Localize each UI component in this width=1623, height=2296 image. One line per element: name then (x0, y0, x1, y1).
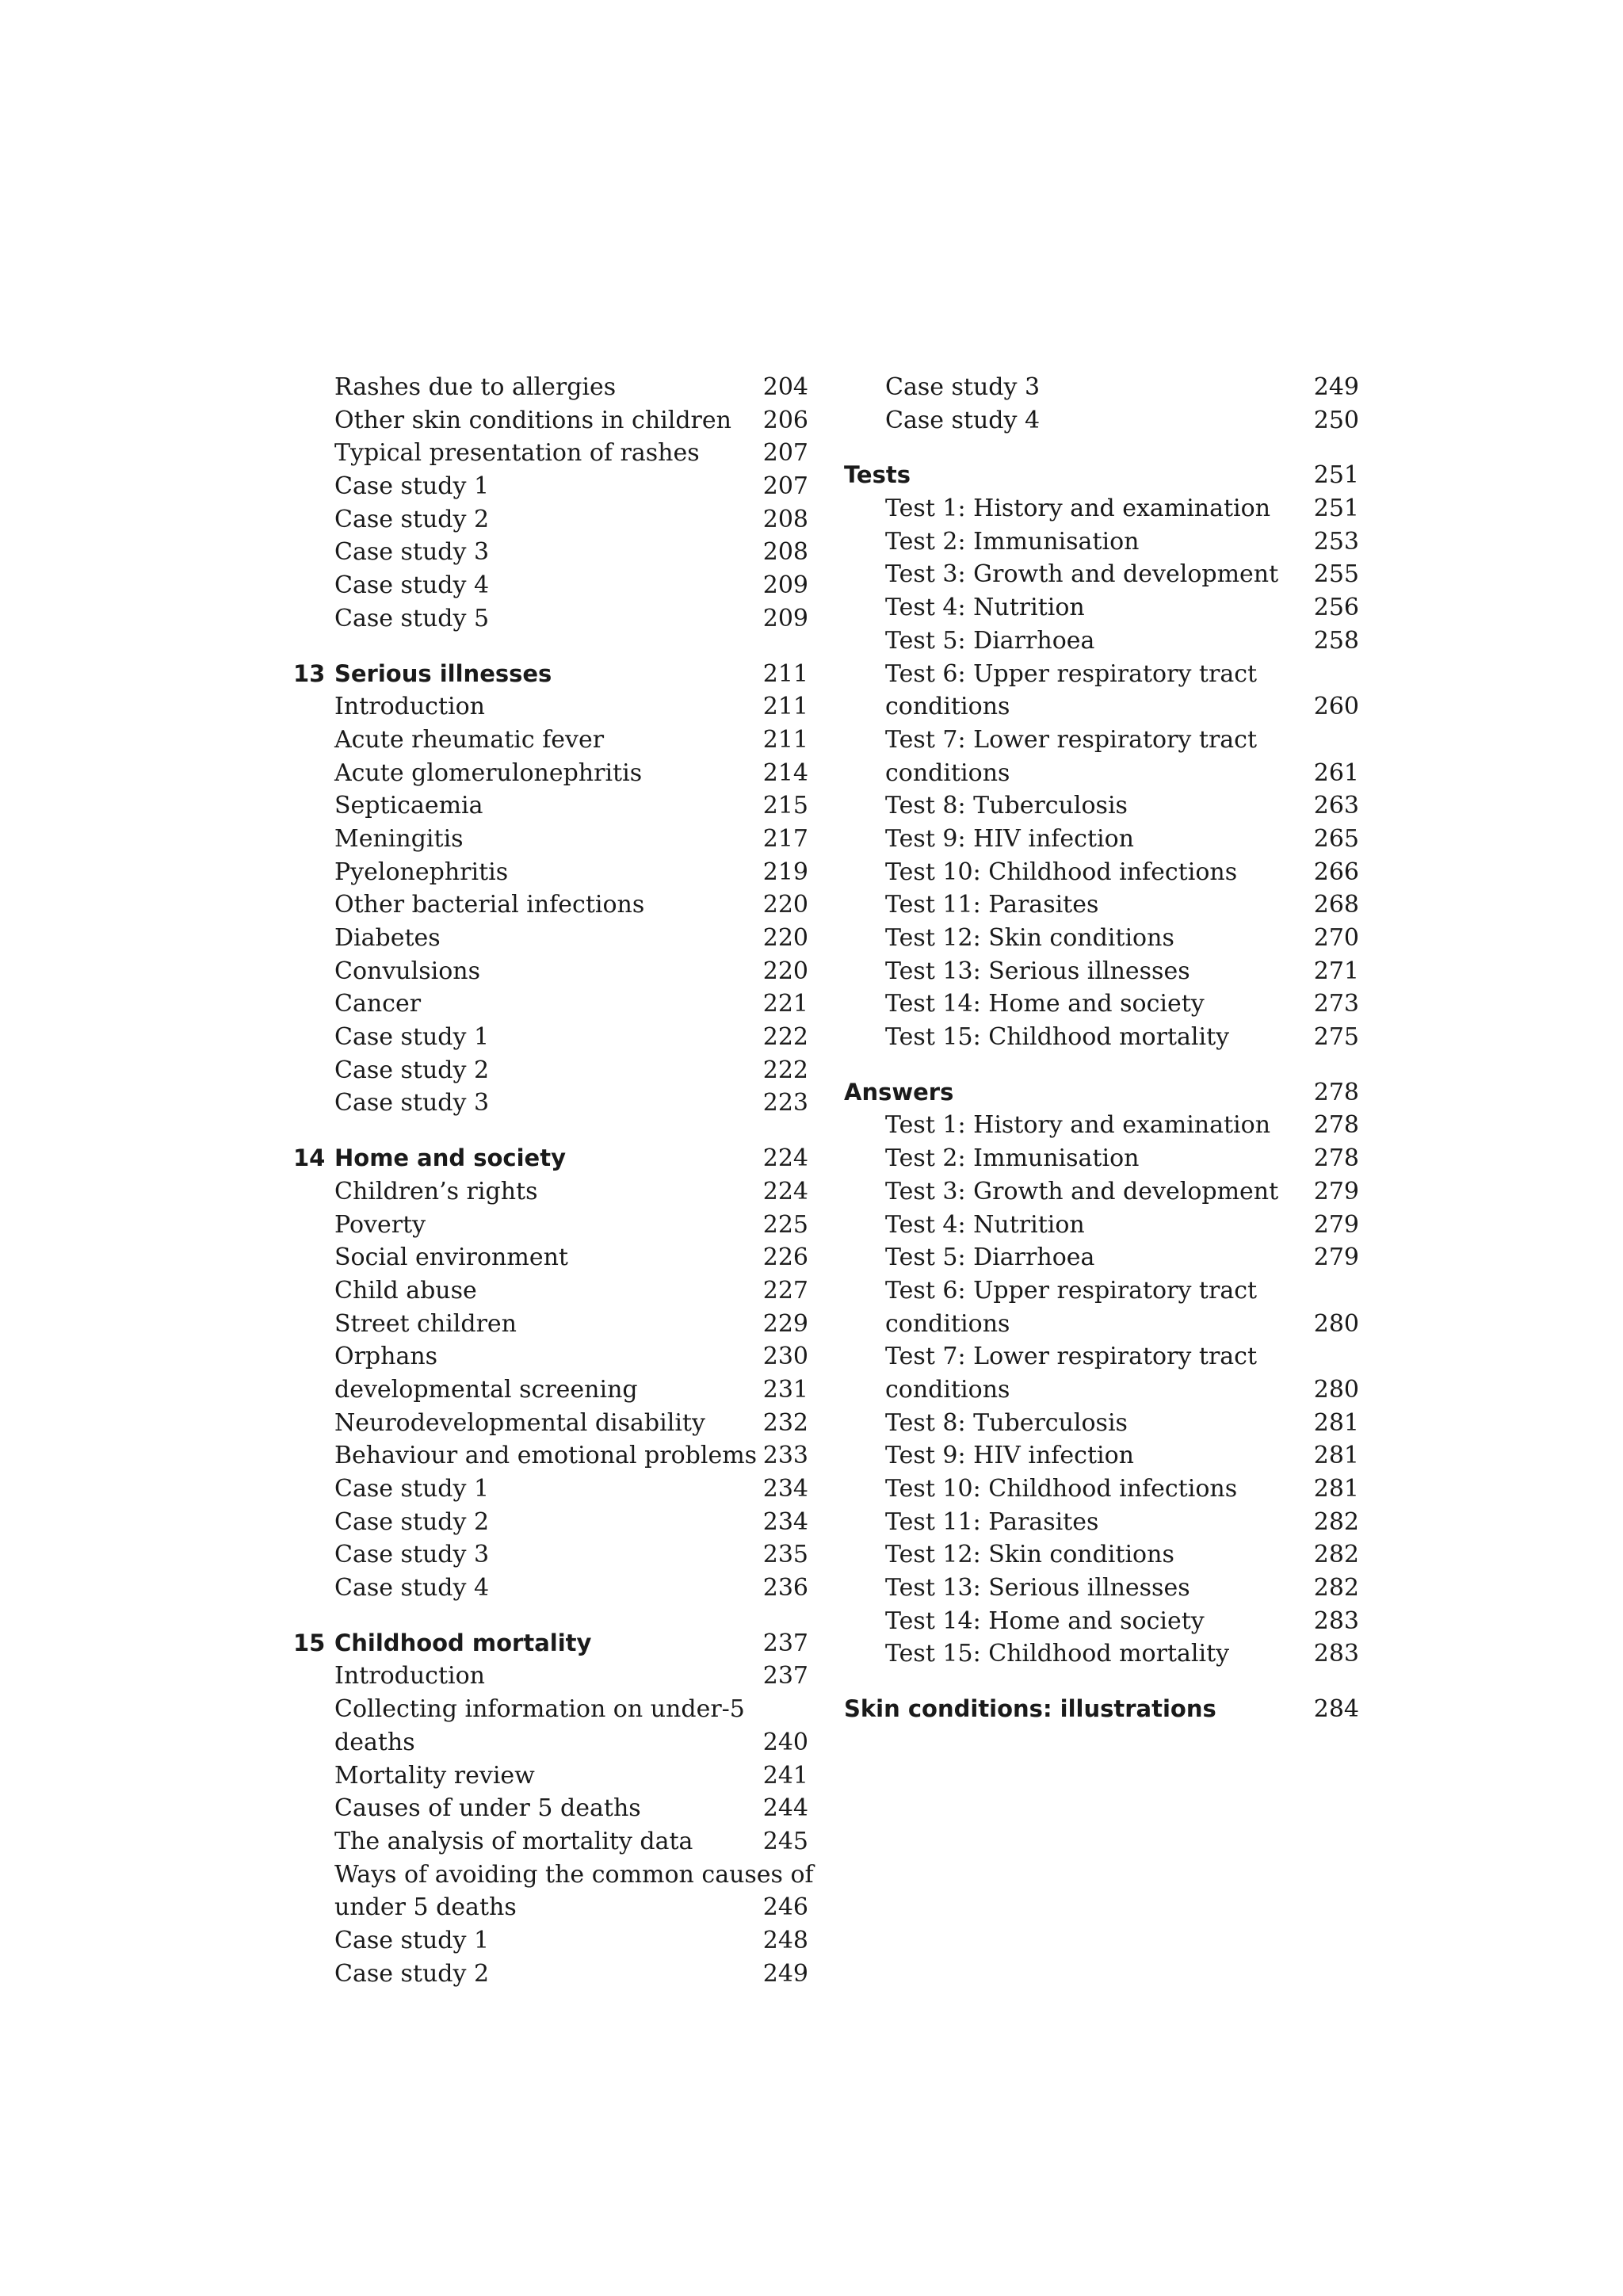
entry-title: Street children (334, 1309, 517, 1338)
entry-title: Case study 2 (334, 1959, 490, 1988)
toc-section-heading (844, 459, 1359, 492)
toc-entry (844, 1572, 1359, 1605)
toc-entry (293, 1373, 808, 1407)
toc-entry (293, 1891, 808, 1924)
entry-title: Poverty (334, 1210, 426, 1239)
page-number: 250 (1313, 406, 1359, 434)
page-number: 251 (1313, 495, 1359, 523)
page-number: 223 (762, 1089, 808, 1117)
entry-title: Introduction (334, 693, 485, 721)
page-number: 224 (762, 1144, 808, 1173)
page-number: 211 (762, 693, 808, 721)
page-number: 281 (1313, 1442, 1359, 1470)
entry-title: Test 13: Serious illnesses (885, 957, 1190, 985)
page-number: 280 (1313, 1309, 1359, 1338)
toc-entry (844, 492, 1359, 525)
page-number: 253 (1313, 527, 1359, 556)
entry-title: Orphans (334, 1343, 438, 1371)
entry-title: Case study 1 (334, 1926, 490, 1954)
toc-entry (844, 888, 1359, 922)
entry-title: Typical presentation of rashes (334, 439, 700, 468)
toc-entry (293, 1825, 808, 1859)
entry-title: Acute glomerulonephritis (334, 758, 643, 787)
entry-title: Mortality review (334, 1761, 535, 1790)
toc-entry (293, 1538, 808, 1572)
section-gap (293, 636, 808, 658)
page-number: 206 (762, 406, 808, 434)
page-number: 256 (1313, 594, 1359, 622)
toc-entry (844, 1373, 1359, 1407)
toc-entry (844, 1637, 1359, 1671)
page-number: 235 (762, 1541, 808, 1569)
toc-section-heading (293, 1627, 808, 1660)
toc-entry (844, 1439, 1359, 1473)
page-number: 240 (762, 1728, 808, 1756)
entry-title: Rashes due to allergies (334, 373, 617, 401)
toc-section-heading (293, 1142, 808, 1175)
entry-title: Test 2: Immunisation (885, 1144, 1140, 1173)
section-title: Home and society (334, 1144, 566, 1172)
toc-entry (293, 569, 808, 602)
entry-title: Test 9: HIV infection (885, 1442, 1134, 1470)
entry-title: Case study 4 (334, 571, 490, 600)
page-number: 265 (1313, 824, 1359, 853)
toc-entry (293, 856, 808, 889)
entry-title: Test 11: Parasites (885, 1507, 1099, 1536)
entry-title: Causes of under 5 deaths (334, 1794, 641, 1823)
page-number: 278 (1313, 1144, 1359, 1173)
page-number: 249 (1313, 373, 1359, 401)
page-number: 222 (762, 1023, 808, 1052)
toc-section-heading (293, 658, 808, 691)
page-number: 261 (1313, 758, 1359, 787)
toc-entry (844, 625, 1359, 658)
entry-title: Ways of avoiding the common causes of (334, 1860, 814, 1889)
toc-entry (293, 1572, 808, 1605)
entry-title: Test 5: Diarrhoea (885, 1244, 1095, 1272)
page-number: 244 (762, 1794, 808, 1823)
toc-entry (293, 1439, 808, 1473)
toc-entry (844, 525, 1359, 559)
page-number: 230 (762, 1343, 808, 1371)
page-number: 284 (1313, 1695, 1359, 1724)
page-number: 281 (1313, 1408, 1359, 1437)
page-number: 270 (1313, 924, 1359, 952)
page-number: 245 (762, 1827, 808, 1855)
toc-entry (293, 1407, 808, 1440)
page-number: 282 (1313, 1574, 1359, 1603)
page-number: 263 (1313, 792, 1359, 820)
page-number: 207 (762, 472, 808, 501)
page-number: 246 (762, 1893, 808, 1922)
entry-title: Diabetes (334, 924, 441, 952)
page-number: 273 (1313, 990, 1359, 1018)
entry-title: conditions (885, 1309, 1010, 1338)
page-number: 278 (1313, 1111, 1359, 1140)
entry-title: Test 15: Childhood mortality (885, 1640, 1230, 1668)
page-number: 204 (762, 373, 808, 401)
entry-title: Acute rheumatic fever (334, 725, 605, 754)
entry-title: Test 3: Growth and development (885, 560, 1279, 589)
toc-entry (293, 536, 808, 569)
page-number: 219 (762, 858, 808, 886)
toc-entry (293, 437, 808, 470)
toc-entry (293, 371, 808, 404)
entry-title: Case study 2 (334, 1507, 490, 1536)
toc-entry (844, 1407, 1359, 1440)
toc-entry (293, 1087, 808, 1120)
page-number: 260 (1313, 693, 1359, 721)
toc-entry (293, 404, 808, 437)
toc-entry (844, 988, 1359, 1021)
page-number: 217 (762, 824, 808, 853)
entry-title: Behaviour and emotional problems (334, 1442, 758, 1470)
entry-title: Test 5: Diarrhoea (885, 626, 1095, 655)
toc-entry (844, 1340, 1359, 1373)
toc-entry (844, 856, 1359, 889)
page-number: 281 (1313, 1475, 1359, 1503)
page-number: 255 (1313, 560, 1359, 589)
entry-title: Test 1: History and examination (885, 495, 1271, 523)
page-number: 241 (762, 1761, 808, 1790)
page-number: 234 (762, 1507, 808, 1536)
toc-entry (293, 1473, 808, 1506)
page-number: 268 (1313, 891, 1359, 919)
page-number: 279 (1313, 1210, 1359, 1239)
entry-title: Test 13: Serious illnesses (885, 1574, 1190, 1603)
entry-title: Test 15: Childhood mortality (885, 1023, 1230, 1052)
page-number: 224 (762, 1177, 808, 1205)
entry-title: Children’s rights (334, 1177, 538, 1205)
toc-entry (293, 1021, 808, 1054)
entry-title: Test 9: HIV infection (885, 824, 1134, 853)
entry-title: Meningitis (334, 824, 464, 853)
toc-left-column (293, 371, 814, 1990)
page-number: 234 (762, 1475, 808, 1503)
entry-title: Test 10: Childhood infections (885, 858, 1238, 886)
page-number: 258 (1313, 626, 1359, 655)
toc-entry (293, 1209, 808, 1242)
entry-title: Other skin conditions in children (334, 406, 731, 434)
entry-title: Test 2: Immunisation (885, 527, 1140, 556)
page-number: 229 (762, 1309, 808, 1338)
toc-entry (293, 1693, 808, 1726)
chapter-number: 15 (293, 1629, 326, 1656)
toc-entry (844, 1209, 1359, 1242)
toc-entry (293, 922, 808, 955)
section-title: Answers (844, 1078, 954, 1106)
section-gap (293, 1605, 808, 1627)
toc-entry (844, 789, 1359, 823)
toc-entry (844, 1605, 1359, 1638)
toc-entry (844, 690, 1359, 724)
entry-title: conditions (885, 693, 1010, 721)
toc-entry (844, 724, 1359, 757)
page-number: 237 (762, 1662, 808, 1690)
toc-entry (293, 690, 808, 724)
page-number: 208 (762, 505, 808, 533)
page-number: 266 (1313, 858, 1359, 886)
toc-entry (293, 1759, 808, 1793)
toc-entry (844, 922, 1359, 955)
entry-title: Case study 1 (334, 472, 490, 501)
toc-section-heading (844, 1076, 1359, 1110)
toc-entry (844, 558, 1359, 591)
toc-entry (844, 1021, 1359, 1054)
entry-title: Test 11: Parasites (885, 891, 1099, 919)
entry-title: developmental screening (334, 1375, 638, 1404)
toc-entry (844, 404, 1359, 437)
page-number: 251 (1313, 461, 1359, 490)
toc-entry (293, 1308, 808, 1341)
toc-entry (293, 823, 808, 856)
page-number: 220 (762, 891, 808, 919)
entry-title: Case study 1 (334, 1475, 490, 1503)
entry-title: Septicaemia (334, 792, 483, 820)
page-number: 279 (1313, 1177, 1359, 1205)
toc-entry (293, 757, 808, 790)
toc-entry (293, 1924, 808, 1958)
section-gap (844, 437, 1359, 459)
toc-entry (293, 1340, 808, 1373)
section-gap (844, 1671, 1359, 1693)
page-number: 207 (762, 439, 808, 468)
page-number: 280 (1313, 1375, 1359, 1404)
entry-title: Neurodevelopmental disability (334, 1408, 705, 1437)
page-number: 275 (1313, 1023, 1359, 1052)
chapter-number: 14 (293, 1144, 326, 1172)
entry-title: conditions (885, 758, 1010, 787)
entry-title: Case study 3 (334, 1089, 490, 1117)
page-number: 221 (762, 990, 808, 1018)
page-number: 279 (1313, 1244, 1359, 1272)
page-number: 271 (1313, 957, 1359, 985)
toc-entry (844, 1473, 1359, 1506)
toc-entry (293, 789, 808, 823)
toc-entry (293, 1274, 808, 1308)
entry-title: Case study 2 (334, 1056, 490, 1084)
entry-title: Case study 4 (334, 1574, 490, 1603)
page-number: 215 (762, 792, 808, 820)
entry-title: Case study 2 (334, 505, 490, 533)
toc-entry (293, 1241, 808, 1274)
entry-title: Test 3: Growth and development (885, 1177, 1279, 1205)
toc-entry (293, 988, 808, 1021)
toc-entry (844, 371, 1359, 404)
page-number: 283 (1313, 1606, 1359, 1635)
toc-entry (844, 1175, 1359, 1209)
toc-entry (293, 888, 808, 922)
entry-title: Collecting information on under-5 (334, 1695, 745, 1724)
toc-entry (844, 823, 1359, 856)
section-title: Childhood mortality (334, 1629, 592, 1656)
page-number: 282 (1313, 1507, 1359, 1536)
toc-entry (844, 757, 1359, 790)
entry-title: Case study 3 (334, 538, 490, 567)
entry-title: Other bacterial infections (334, 891, 645, 919)
toc-entry (844, 1241, 1359, 1274)
toc-entry (293, 1792, 808, 1825)
toc-entry (293, 1660, 808, 1693)
toc-right-column (844, 371, 1359, 1726)
toc-entry (293, 1859, 814, 1892)
page-number: 211 (762, 659, 808, 688)
section-title: Tests (844, 461, 911, 489)
page-number: 236 (762, 1574, 808, 1603)
entry-title: Test 10: Childhood infections (885, 1475, 1238, 1503)
page-number: 232 (762, 1408, 808, 1437)
page-number: 209 (762, 604, 808, 632)
toc-section-heading (844, 1693, 1359, 1726)
entry-title: Test 8: Tuberculosis (885, 792, 1128, 820)
toc-entry (293, 1726, 808, 1759)
entry-title: Convulsions (334, 957, 480, 985)
toc-entry (293, 1506, 808, 1539)
entry-title: Case study 3 (334, 1541, 490, 1569)
entry-title: under 5 deaths (334, 1893, 517, 1922)
section-title: Skin conditions: illustrations (844, 1695, 1216, 1723)
entry-title: Test 8: Tuberculosis (885, 1408, 1128, 1437)
toc-entry (293, 1958, 808, 1991)
entry-title: Case study 1 (334, 1023, 490, 1052)
entry-title: conditions (885, 1375, 1010, 1404)
toc-entry (293, 724, 808, 757)
page-number: 231 (762, 1375, 808, 1404)
page-number: 208 (762, 538, 808, 567)
entry-title: Test 12: Skin conditions (885, 924, 1174, 952)
entry-title: Test 4: Nutrition (885, 1210, 1085, 1239)
entry-title: Test 12: Skin conditions (885, 1541, 1174, 1569)
entry-title: Child abuse (334, 1276, 477, 1305)
toc-entry (844, 658, 1359, 691)
page-number: 220 (762, 924, 808, 952)
page-number: 211 (762, 725, 808, 754)
entry-title: Test 7: Lower respiratory tract (885, 725, 1258, 754)
page-number: 220 (762, 957, 808, 985)
entry-title: Test 7: Lower respiratory tract (885, 1343, 1258, 1371)
page-number: 225 (762, 1210, 808, 1239)
section-title: Serious illnesses (334, 659, 552, 687)
page-number: 222 (762, 1056, 808, 1084)
page-number: 278 (1313, 1078, 1359, 1106)
page-number: 226 (762, 1244, 808, 1272)
page-number: 249 (762, 1959, 808, 1988)
toc-entry (844, 1538, 1359, 1572)
entry-title: Test 4: Nutrition (885, 594, 1085, 622)
entry-title: Introduction (334, 1662, 485, 1690)
chapter-number: 13 (293, 659, 326, 687)
entry-title: deaths (334, 1728, 415, 1756)
toc-entry (293, 955, 808, 988)
section-gap (293, 1120, 808, 1142)
page-number: 282 (1313, 1541, 1359, 1569)
toc-entry (844, 1308, 1359, 1341)
section-gap (844, 1054, 1359, 1076)
entry-title: Test 1: History and examination (885, 1111, 1271, 1140)
entry-title: Case study 5 (334, 604, 490, 632)
entry-title: The analysis of mortality data (334, 1827, 693, 1855)
page-number: 283 (1313, 1640, 1359, 1668)
entry-title: Case study 3 (885, 373, 1041, 401)
toc-entry (293, 1175, 808, 1209)
entry-title: Case study 4 (885, 406, 1041, 434)
page-number: 237 (762, 1629, 808, 1657)
toc-entry (844, 1274, 1359, 1308)
entry-title: Test 14: Home and society (885, 990, 1205, 1018)
toc-entry (293, 1054, 808, 1087)
entry-title: Test 6: Upper respiratory tract (885, 1276, 1258, 1305)
entry-title: Test 14: Home and society (885, 1606, 1205, 1635)
toc-entry (293, 602, 808, 636)
toc-entry (293, 470, 808, 503)
toc-entry (844, 1142, 1359, 1175)
page-number: 248 (762, 1926, 808, 1954)
toc-entry (293, 503, 808, 537)
page-number: 233 (762, 1442, 808, 1470)
entry-title: Test 6: Upper respiratory tract (885, 659, 1258, 688)
page-number: 209 (762, 571, 808, 600)
page-number: 214 (762, 758, 808, 787)
entry-title: Pyelonephritis (334, 858, 509, 886)
entry-title: Social environment (334, 1244, 568, 1272)
toc-entry (844, 1109, 1359, 1142)
page-number: 227 (762, 1276, 808, 1305)
entry-title: Cancer (334, 990, 422, 1018)
toc-entry (844, 955, 1359, 988)
toc-entry (844, 1506, 1359, 1539)
toc-entry (844, 591, 1359, 625)
